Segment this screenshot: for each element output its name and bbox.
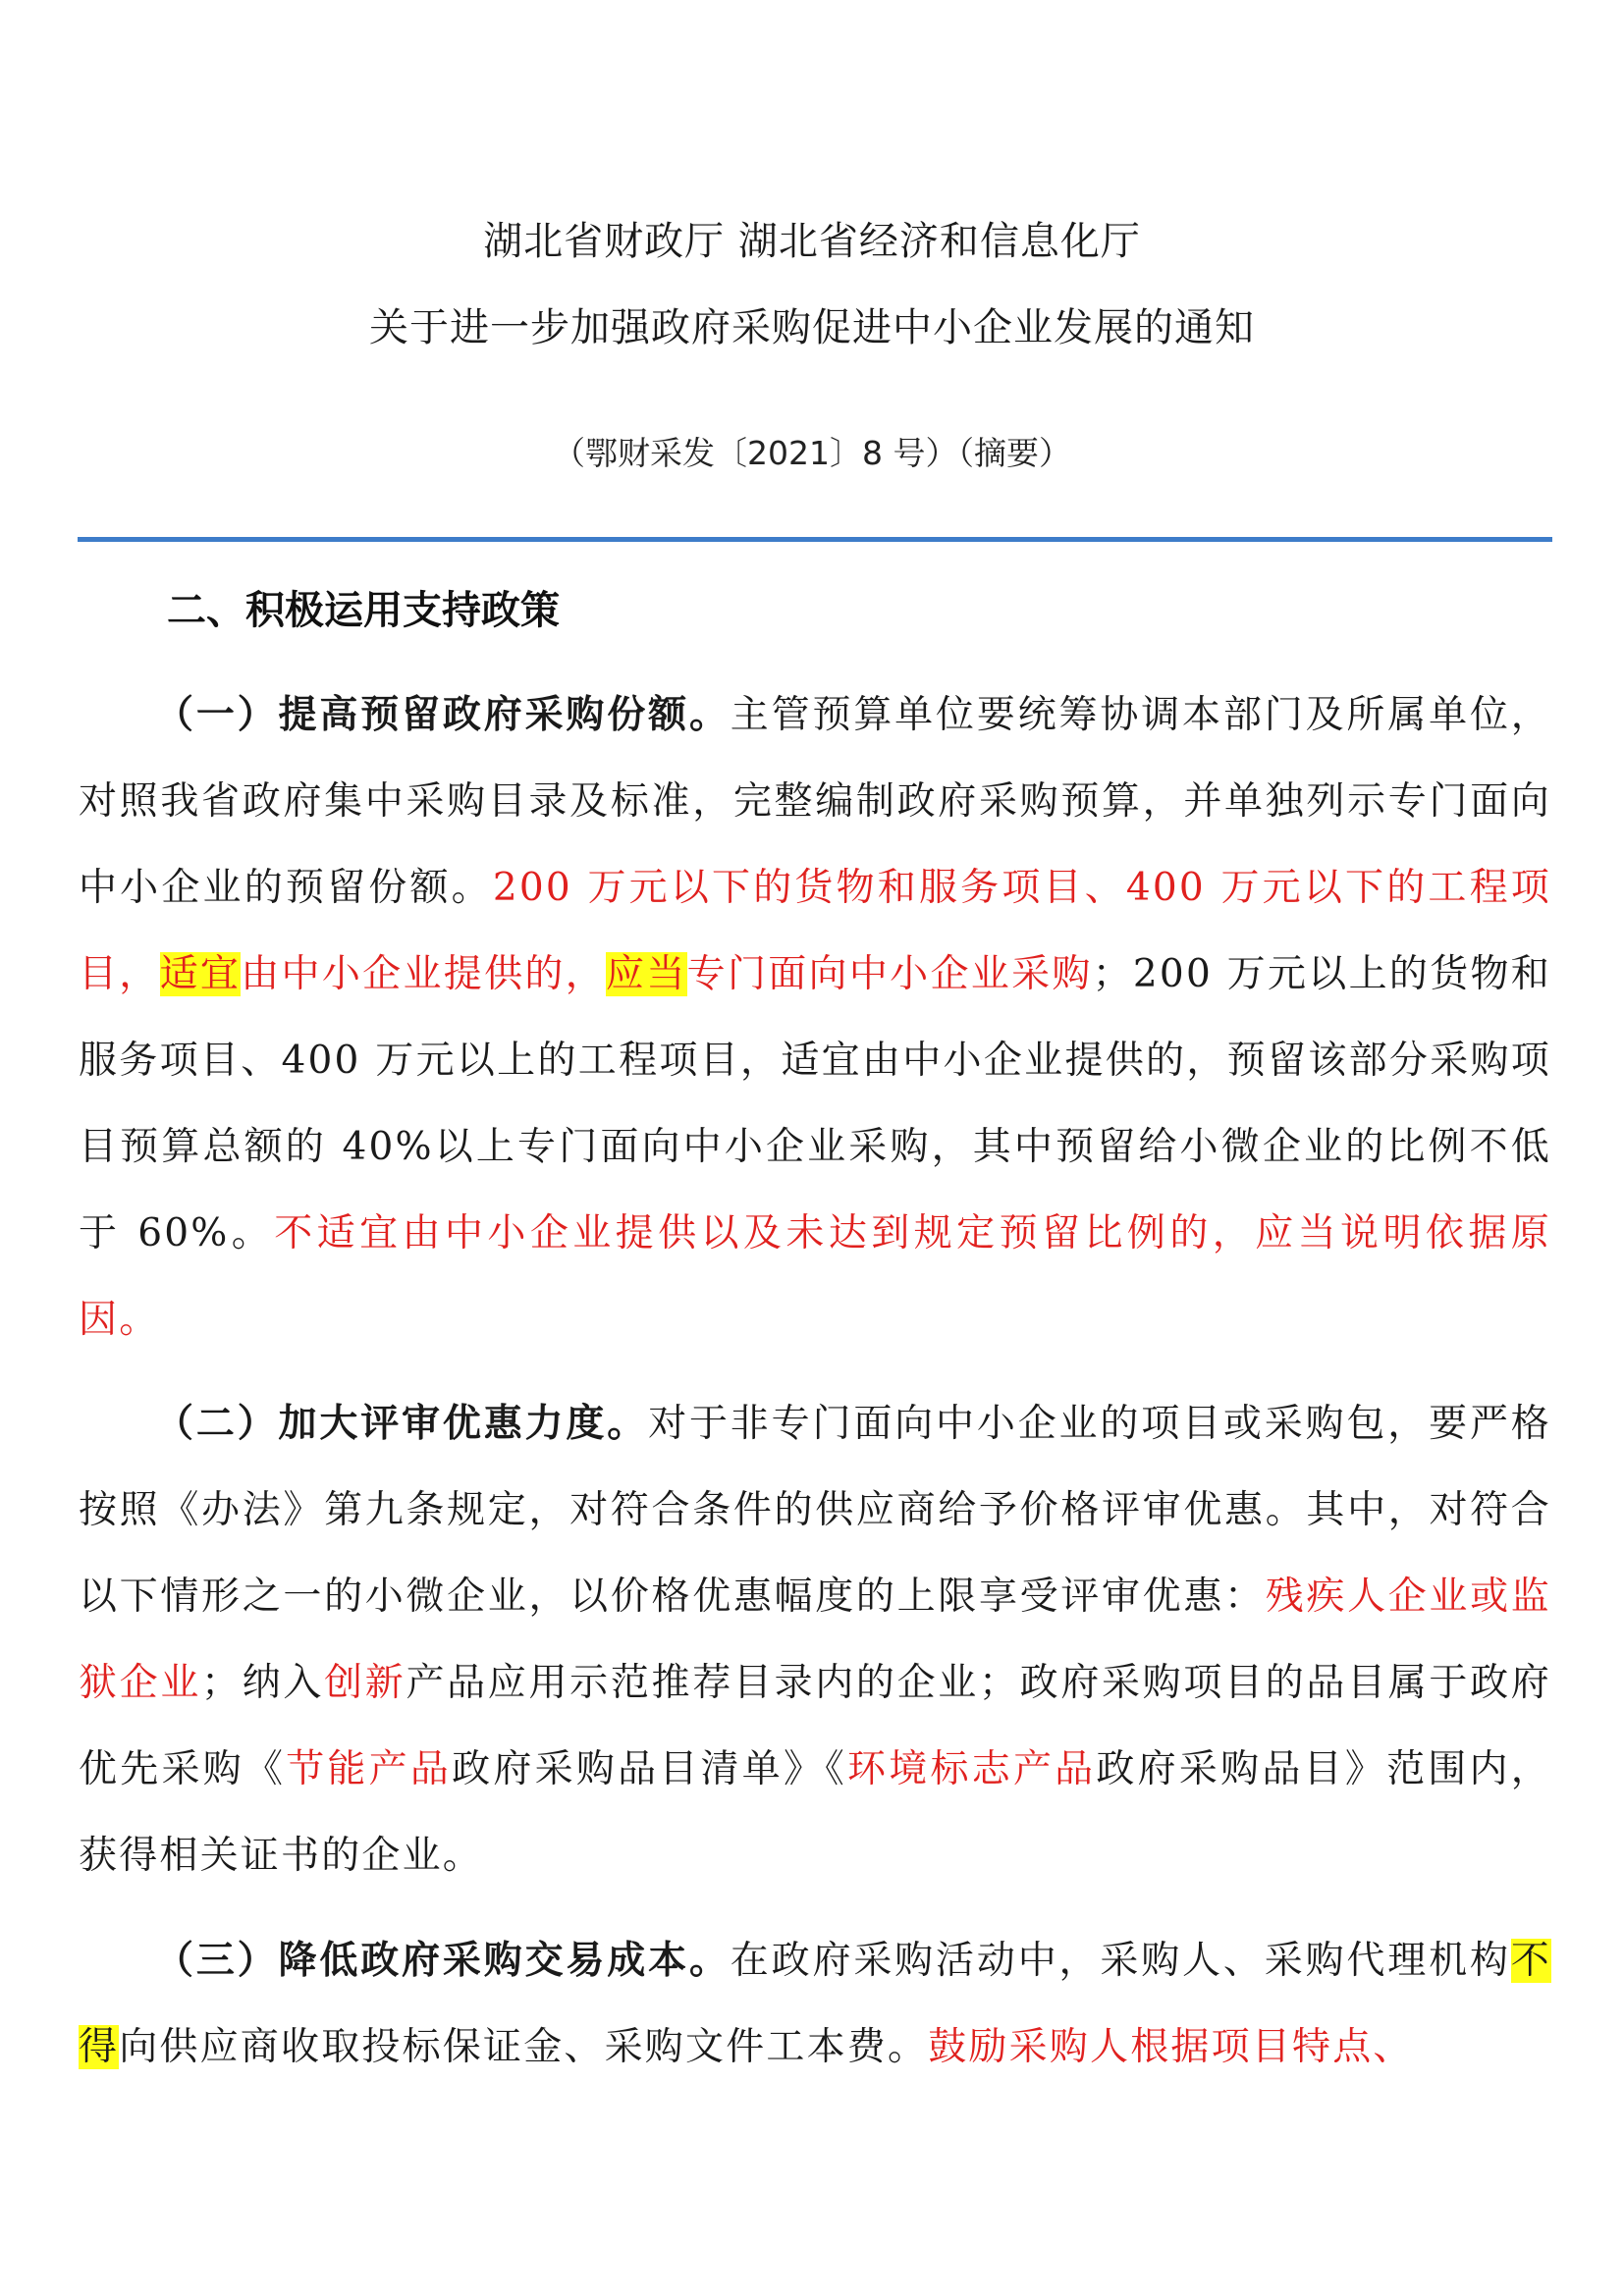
section-heading: 二、积极运用支持政策 [167,588,560,633]
paragraph-1-red-1: 200 万元以下的货物和服务项目、400 万元以下的工程项目， [79,866,1551,996]
document-number: （鄂财采发〔2021〕8 号）（摘要） [553,434,1071,472]
paragraph-1-lead: （一）提高预留政府采购份额。 [155,692,731,737]
document-title-line-2: 关于进一步加强政府采购促进中小企业发展的通知 [369,305,1255,350]
paragraph-1-highlight-2: 应当 [606,952,687,996]
paragraph-1-red-2: 由中小企业提供的， [241,952,607,996]
paragraph-1 [79,671,1551,1363]
paragraph-2-text-3: 产品应用示范推荐目录内的企业；政府采购项目的品目属于政府优先采购《 [79,1661,1551,1791]
paragraph-2-text-4: 政府采购品目清单》《 [452,1747,847,1791]
paragraph-2-red-1: 残疾人企业或监狱企业 [79,1575,1551,1705]
paragraph-3-red-1: 鼓励采购人根据项目特点、 [928,2025,1414,2069]
paragraph-1-text-1: 主管预算单位要统筹协调本部门及所属单位，对照我省政府集中采购目录及标准，完整编制政府采购预算，并单独列示专门面向中小企业的预留份额。 [79,693,1551,910]
paragraph-3-text-1: 在政府采购活动中，采购人、采购代理机构 [730,1939,1511,1983]
paragraph-2-lead: （二）加大评审优惠力度。 [155,1401,649,1446]
paragraph-3-highlight-1: 不得 [79,1939,1551,2069]
paragraph-2-red-3: 节能产品 [286,1747,453,1791]
paragraph-2-text-1: 对于非专门面向中小企业的项目或采购包，要严格按照《办法》第九条规定，对符合条件的供应商给予价格评审优惠。其中，对符合以下情形之一的小微企业，以价格优惠幅度的上限享受评审优惠： [79,1402,1551,1619]
paragraph-1-red-3: 专门面向中小企业采购 [686,952,1093,996]
paragraph-3-text-2: 向供应商收取投标保证金、采购文件工本费。 [119,2025,929,2069]
paragraph-1-text-2: ；200 万元以上的货物和服务项目、400 万元以上的工程项目，适宜由中小企业提供的，预留该部分采购项目预算总额的 40%以上专门面向中小企业采购，其中预留给小微企业的比例不低于 60%。 [79,952,1552,1255]
paragraph-3-lead: （三）降低政府采购交易成本。 [155,1938,731,1983]
paragraph-2-red-4: 环境标志产品 [847,1747,1097,1791]
document-title-line-1: 湖北省财政厅 湖北省经济和信息化厅 [483,219,1141,264]
paragraph-1-red-4: 不适宜由中小企业提供以及未达到规定预留比例的，应当说明依据原因。 [79,1211,1551,1342]
header-divider [78,537,1552,542]
paragraph-1-highlight-1: 适宜 [159,952,242,996]
paragraph-2-text-5: 政府采购品目》范围内，获得相关证书的企业。 [79,1747,1551,1878]
paragraph-2 [79,1380,1551,1899]
paragraph-2-red-2: 创新 [324,1661,406,1705]
paragraph-3 [79,1917,1551,2091]
paragraph-2-text-2: ；纳入 [201,1661,325,1705]
